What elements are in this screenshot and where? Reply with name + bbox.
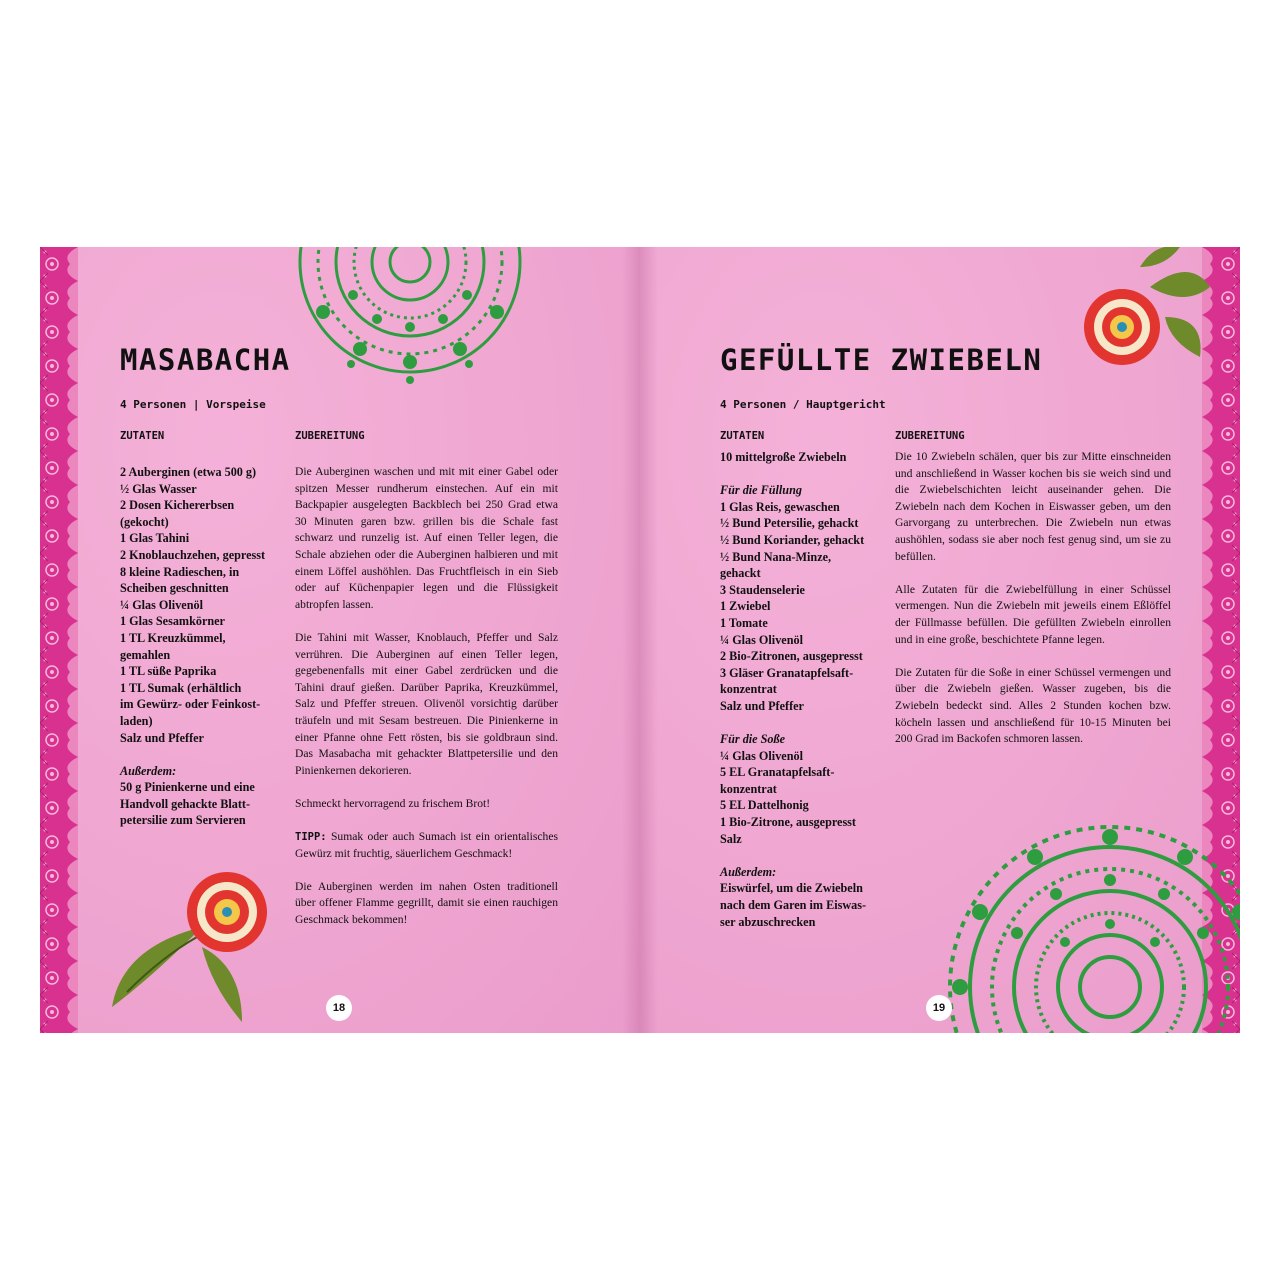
ingredient-line: ¼ Glas Olivenöl: [120, 597, 203, 612]
ingredient-line: 2 Dosen Kichererbsen: [120, 498, 235, 513]
preparation-heading: ZUBEREITUNG: [895, 430, 965, 442]
closing-paragraph: Die Auberginen werden im nahen Osten traditionell über offener Flamme gegrillt, damit sie einen rauchigen Geschmack bekommen!: [295, 879, 558, 927]
ingredient-line: 5 EL Dattelhonig: [720, 798, 809, 813]
filling-heading: Für die Füllung: [720, 483, 802, 498]
recipe-title: GEFÜLLTE ZWIEBELN: [720, 343, 1043, 377]
ingredient-line: gehackt: [720, 566, 761, 581]
ingredient-line: konzentrat: [720, 682, 777, 697]
preparation-paragraph: Die 10 Zwiebeln schälen, quer bis zur Mitte einschneiden und anschließend in Wasser kochen bis sie weich sind und die Zwiebelschichten leicht auseinander gehen. Die Zwiebeln nach dem Kochen in Eiswasser geben, um den Garvorgang zu unterbrechen. Die Zwiebeln nun etwas aushöhlen, sodass sie aber noch fest genug sind, um sie zu befüllen.: [895, 450, 1171, 563]
ingredient-line: Salz: [720, 831, 742, 846]
ingredient-line: 1 TL süße Paprika: [120, 664, 217, 679]
main-ingredient: 10 mittelgroße Zwiebeln: [720, 450, 847, 464]
tip-paragraph: [295, 829, 558, 862]
preparation-paragraph: Die Zutaten für die Soße in einer Schüssel vermengen und über die Zwiebeln gießen. Wasser zugeben, bis die Zwiebeln bedeckt sind. Alles 2 Stunden kochen bzw. köcheln lassen und anschließend für 10-15 Minuten bei 200 Grad im Backofen schmoren lassen.: [895, 665, 1171, 746]
ingredients-list: [720, 449, 890, 930]
ingredient-line: ¼ Glas Olivenöl: [720, 632, 803, 647]
mandala-ornament-icon: [940, 817, 1240, 1033]
ingredient-line: 1 Bio-Zitrone, ausgepresst: [720, 815, 856, 830]
ingredient-line: 3 Gläser Granatapfelsaft-: [720, 665, 854, 680]
ingredient-line: im Gewürz- oder Feinkost-: [120, 697, 261, 712]
tip-text: Sumak oder auch Sumach ist ein orientalisches Gewürz mit fruchtig, säuerlichem Geschmack!: [295, 830, 558, 860]
extra-line: Eiswürfel, um die Zwiebeln: [720, 881, 863, 896]
ingredients-heading: ZUTATEN: [120, 430, 165, 442]
mandala-ornament-icon: [295, 247, 525, 387]
extra-line: 50 g Pinienkerne und eine: [120, 780, 255, 795]
ingredient-line: 2 Bio-Zitronen, ausgepresst: [720, 649, 863, 664]
page-number: 18: [326, 995, 352, 1021]
extra-heading: Außerdem:: [120, 763, 177, 778]
preparation-paragraph: Schmeckt hervorragend zu frischem Brot!: [295, 796, 491, 810]
page-left: [40, 247, 640, 1033]
ingredient-line: 1 Tomate: [720, 615, 768, 630]
ingredients-list: [120, 464, 285, 829]
page-right: [640, 247, 1240, 1033]
ingredients-heading: ZUTATEN: [720, 430, 765, 442]
ingredient-line: 1 Zwiebel: [720, 599, 771, 614]
peony-flower-icon: [92, 857, 292, 1027]
extra-line: petersilie zum Servieren: [120, 813, 246, 828]
preparation-paragraph: Die Tahini mit Wasser, Knoblauch, Pfeffer und Salz verrühren. Die Auberginen auf einen Teller legen, gegebenenfalls mit einer Gabel zerdrücken und die Tahini drauf gießen. Darüber Paprika, Kreuzkümmel, Salz und Pfeffer streuen. Olivenöl vorsichtig darüber träufeln und mit Sesam bestreuen. Die Pinienkerne in einer Pfanne ohne Fett rösten, bis sie goldbraun sind. Das Masabacha mit gehackter Blattpetersilie und den Pinienkernen dekorieren.: [295, 630, 558, 777]
ingredient-line: gemahlen: [120, 647, 171, 662]
ingredient-line: 1 TL Sumak (erhältlich: [120, 680, 242, 695]
recipe-title: MASABACHA: [120, 343, 291, 377]
lace-border-left-icon: [40, 247, 78, 1033]
ingredient-line: ½ Bund Petersilie, gehackt: [720, 516, 859, 531]
extra-line: Handvoll gehackte Blatt-: [120, 796, 250, 811]
preparation-text: [895, 449, 1171, 764]
ingredient-line: konzentrat: [720, 781, 777, 796]
peony-flower-icon: [1070, 247, 1210, 387]
page-number: 19: [926, 995, 952, 1021]
ingredient-line: (gekocht): [120, 514, 169, 529]
tip-label: TIPP:: [295, 831, 327, 844]
ingredient-line: 5 EL Granatapfelsaft-: [720, 765, 835, 780]
ingredient-line: 2 Auberginen (etwa 500 g): [120, 465, 257, 479]
preparation-text: [295, 464, 558, 945]
extra-line: nach dem Garen im Eiswas-: [720, 898, 867, 913]
recipe-meta: 4 Personen | Vorspeise: [120, 398, 266, 411]
ingredient-line: 1 Glas Reis, gewaschen: [720, 499, 840, 514]
preparation-paragraph: Alle Zutaten für die Zwiebelfüllung in einer Schüssel vermengen. Nun die Zwiebeln mit jeweils einem Eßlöffel der Füllmasse befüllen. Die gefüllten Zwiebeln einrollen und in eine große, beschichtete Pfanne legen.: [895, 582, 1171, 646]
ingredient-line: 2 Knoblauchzehen, gepresst: [120, 547, 266, 562]
ingredient-line: ½ Bund Nana-Minze,: [720, 549, 832, 564]
ingredient-line: 1 Glas Tahini: [120, 531, 190, 546]
ingredient-line: 8 kleine Radieschen, in: [120, 564, 240, 579]
extra-line: ser abzuschrecken: [720, 914, 816, 929]
book-spread: [40, 247, 1240, 1033]
ingredient-line: Salz und Pfeffer: [120, 730, 204, 745]
ingredient-line: Salz und Pfeffer: [720, 698, 804, 713]
ingredient-line: ¼ Glas Olivenöl: [720, 748, 803, 763]
ingredient-line: Scheiben geschnitten: [120, 581, 229, 596]
ingredient-line: ½ Bund Koriander, gehackt: [720, 532, 865, 547]
ingredient-line: ½ Glas Wasser: [120, 481, 197, 496]
extra-heading: Außerdem:: [720, 864, 777, 879]
ingredient-line: 3 Staudenselerie: [720, 582, 805, 597]
ingredient-line: 1 Glas Sesamkörner: [120, 614, 225, 629]
preparation-paragraph: Die Auberginen waschen und mit mit einer Gabel oder spitzen Messer rundherum einstechen. Auf ein mit Backpapier ausgelegten Backblech bei 250 Grad etwa 30 Minuten garen bzw. grillen bis die Schale fast schwarz und runzelig ist. Auf einen Teller legen, die Schale abziehen oder die Auberginen halbieren und mit einem Löffel aushöhlen. Das Fruchtfleisch in ein Sieb oder auf Küchenpapier legen und die Flüssigkeit abtropfen lassen.: [295, 465, 558, 611]
ingredient-line: laden): [120, 713, 153, 728]
ingredient-line: 1 TL Kreuzkümmel,: [120, 630, 226, 645]
sauce-heading: Für die Soße: [720, 732, 786, 747]
preparation-heading: ZUBEREITUNG: [295, 430, 365, 442]
recipe-meta: 4 Personen / Hauptgericht: [720, 398, 886, 411]
